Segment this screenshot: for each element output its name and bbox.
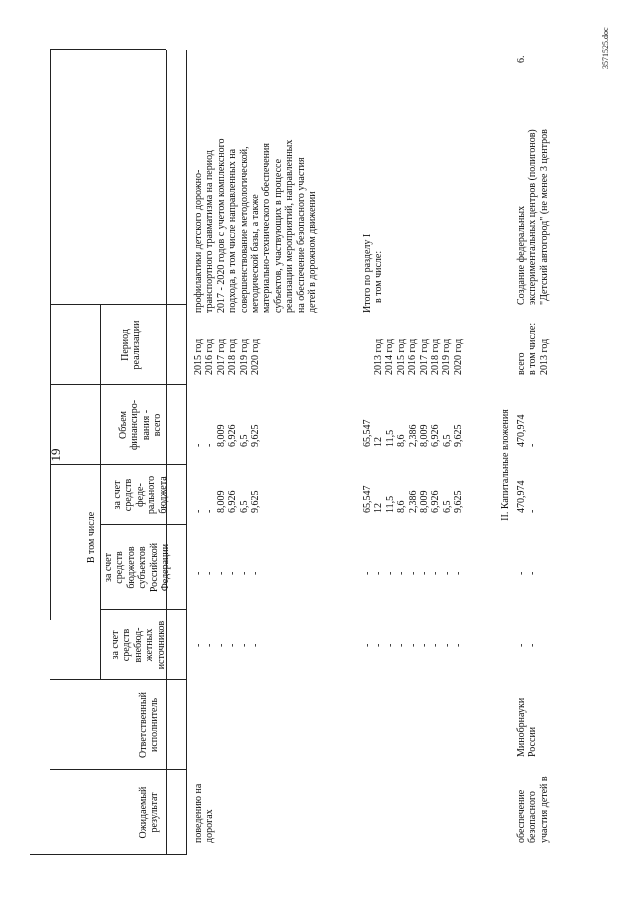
block1-extrabudget: - - - - - - — [193, 643, 262, 647]
block2-federal: 65,547 12 11,5 8,6 2,386 8,009 6,926 6,5 9,625 — [362, 485, 465, 513]
table-line-right-edge — [30, 854, 186, 855]
header-period: Период реализации — [120, 320, 143, 370]
block1-regional: - - - - - - — [193, 571, 262, 575]
block1-totals: - - 8,009 6,926 6,5 9,625 — [193, 424, 262, 447]
table-line-period-top — [100, 305, 101, 385]
block3-expected: обеспечение безопасного участия детей в — [516, 776, 550, 843]
header-extrabudget: за счет средств внебюд- жетных источников — [110, 620, 167, 670]
block2-description: Итого по разделу I в том числе: — [362, 233, 385, 313]
block3-number: 6. — [516, 55, 527, 63]
block3-responsible: Минобрнауки России — [516, 697, 539, 757]
header-federal: за счет средств феде- рального бюджета — [112, 475, 169, 515]
table-line-left-edge — [50, 49, 166, 50]
header-regional: за счет средств бюджетов субъектов Российской Федерации — [103, 542, 172, 593]
section-title: II. Капитальные вложения — [500, 409, 511, 521]
header-responsible: Ответственный исполнитель — [138, 692, 161, 758]
block1-expected: поведению на дорогах — [193, 783, 216, 843]
header-expected-result: Ожидаемый результат — [138, 786, 161, 839]
header-in-that-number: В том числе — [86, 511, 97, 564]
table-line-header-bottom — [186, 50, 187, 855]
block3-regional: - - — [516, 571, 539, 575]
table-line-sub-top — [50, 50, 51, 620]
block3-periods: всего в том числе: 2013 год — [516, 322, 550, 375]
block2-totals: 65,547 12 11,5 8,6 2,386 8,009 6,926 6,5 9,625 — [362, 419, 465, 447]
block1-description: профилактики детского дорожно- транспортного травматизма на период 2017 - 2020 годов с учетом комплексного подхода, в том числе направленных на совершенствование методологической, методической базы, а также материально-технического обеспечения субъектов, участвующих в процессе реализации мероприятий, направленных на обеспечение безопасного участия детей в дорожном движении — [193, 138, 319, 313]
header-financing-total: Объем финансиро- вания - всего — [118, 399, 164, 451]
block3-extrabudget: - - — [516, 643, 539, 647]
block1-periods: 2015 год 2016 год 2017 год 2018 год 2019 год 2020 год — [193, 338, 262, 375]
table-line-desc-divider — [50, 304, 186, 305]
block2-regional: - - - - - - - - - — [362, 571, 465, 575]
block3-totals: 470,974 - — [516, 414, 539, 447]
table-line-responsible-divider — [50, 769, 186, 770]
page-number: 19 — [48, 448, 63, 462]
table-line-inthatnumber-bottom — [100, 465, 101, 680]
footer-file-name: 3571525.doc — [601, 27, 610, 69]
table-line-total-top — [100, 385, 101, 465]
block2-extrabudget: - - - - - - - - - — [362, 643, 465, 647]
block3-description: Создание федеральных экспериментальных центров (полигонов) "Детский автогород" (не менее 3 центров — [516, 129, 550, 305]
block2-periods: 2013 год 2014 год 2015 год 2016 год 2017 год 2018 год 2019 год 2020 год — [373, 338, 464, 375]
block1-federal: - - 8,009 6,926 6,5 9,625 — [193, 490, 262, 513]
block3-federal: 470,974 - — [516, 480, 539, 513]
table-line-top-header — [166, 50, 167, 855]
